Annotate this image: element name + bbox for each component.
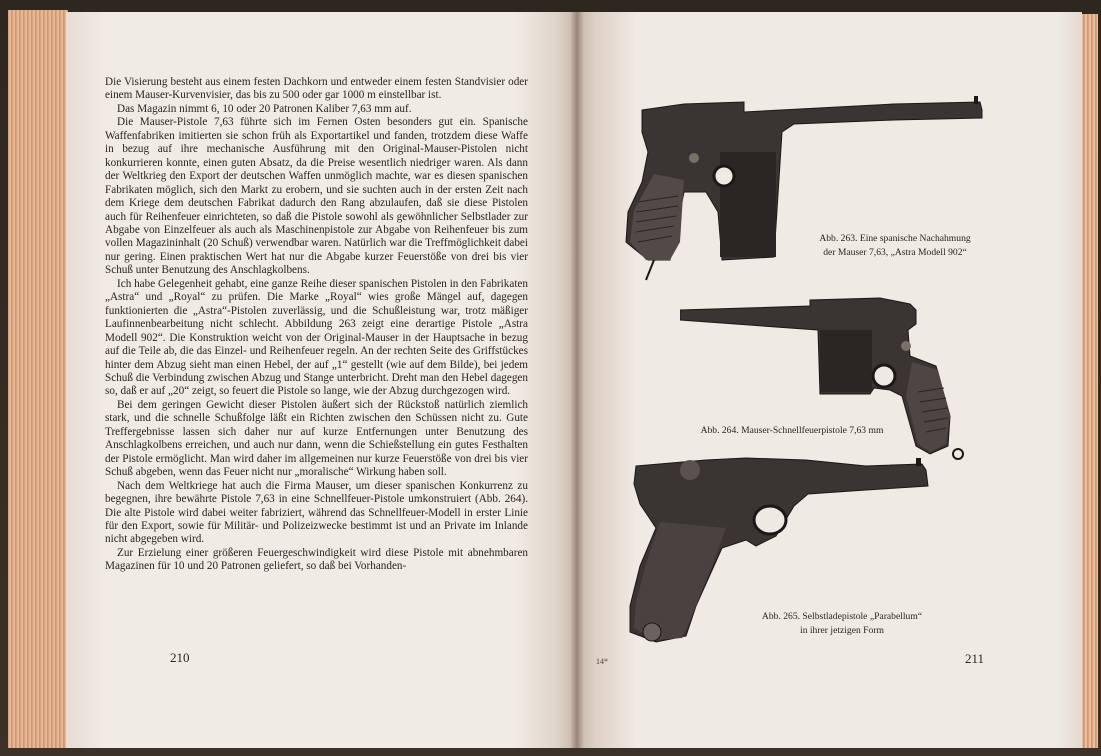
book-gutter xyxy=(570,12,584,748)
page-number-left: 210 xyxy=(170,650,190,665)
page-edges-left xyxy=(8,10,68,748)
figure-264-caption xyxy=(692,424,892,438)
caption-line: Abb. 265. Selbstladepistole „Parabellum“ xyxy=(761,611,923,622)
figure-265-caption xyxy=(752,610,932,638)
paragraph: Nach dem Weltkriege hat auch die Firma Mauser, um dieser spanischen Konkurrenz zu begegnen, ihre bewährte Pistole 7,63 in eine Schnellfeuer-Pistole umkonstruiert (Abb. 264). Die alte Pistole wird dabei weiter fabriziert, während das Schnellfeuer-Modell in erster Linie für den Export, sowie für Militär- und Polizeizwecke bestimmt ist und an Private im Inlande nicht abgegeben wird. xyxy=(105,479,528,546)
caption-line: Abb. 263. Eine spanische Nachahmung xyxy=(819,233,971,244)
caption-line: der Mauser 7,63, „Astra Modell 902“ xyxy=(823,247,967,258)
signature-mark: 14* xyxy=(596,657,608,666)
left-page-body xyxy=(105,76,528,574)
figure-263-caption xyxy=(810,232,980,260)
paragraph: Die Visierung besteht aus einem festen Dachkorn und entweder einem festen Standvisier oder einem Mauser-Kurvenvisier, das bis zu 500 oder gar 1000 m einstellbar ist. xyxy=(105,76,528,102)
caption-line: Abb. 264. Mauser-Schnellfeuerpistole 7,63 mm xyxy=(700,425,884,436)
paragraph: Die Mauser-Pistole 7,63 führte sich im Fernen Osten besonders gut ein. Spanische Waffenfabriken imitierten sie schon früh als Exportartikel und fanden, trotzdem diese Waffe in bezug auf ihre mechanische Ausführung mit den Original-Mauser-Pistolen nicht konkurrieren konnte, einen guten Absatz, da die Preise wesentlich niedriger waren. Als dann der Weltkrieg den Export der deutschen Waffen unmöglich machte, war es diesen spanischen Fabrikaten möglich, sich den Markt zu erobern, und sie suchten auch in der ersten Zeit nach dem Kriege dem deutschen Fabrikat dadurch den Rang abzulaufen, daß sie diese Pistolen auch für Reihenfeuer einrichteten, so daß die Pistole sowohl als gewöhnlicher Selbstlader zur Abgabe von Einzelfeuer als auch als Maschinenpistole zur Abgabe von Reihenfeuer bis zum vollen Magazininhalt (20 Schuß) verwendbar waren. Natürlich war die Treffmöglichkeit dabei nur gering. Einen praktischen Wert hat nur die Abgabe kurzer Feuerstöße von drei bis vier Schuß unter Benutzung des Anschlagkolbens. xyxy=(105,116,528,277)
paragraph: Ich habe Gelegenheit gehabt, eine ganze Reihe dieser spanischen Pistolen in den Fabrikaten „Astra“ und „Royal“ zu prüfen. Die Marke „Royal“ wies große Mängel auf, dagegen funktionierten die „Astra“-Pistolen zuverlässig, und die Schußleistung war, trotz mäßiger Laufinnenbearbeitung nicht schlecht. Abbildung 263 zeigt eine derartige Pistole „Astra Modell 902“. Die Konstruktion weicht von der Original-Mauser in der Hauptsache in bezug auf die Teile ab, die das Einzel- und Reihenfeuer regeln. An der rechten Seite des Griffstückes hinter dem Abzug sieht man einen Hebel, der auf „1“ gestellt (wie auf dem Bilde), bei jedem Schuß die Verbindung zwischen Abzug und Stange unterbricht. Dreht man den Hebel dagegen so, daß er auf „20“ zeigt, so feuert die Pistole so lange, wie der Abzug durchgezogen wird. xyxy=(105,277,528,398)
paragraph: Bei dem geringen Gewicht dieser Pistolen äußert sich der Rückstoß natürlich ziemlich stark, und die schnelle Schußfolge läßt ein Richten zwischen den Schüssen nicht zu. Gute Treffergebnisse lassen sich daher nur auf kurze Entfernungen unter Benutzung des Anschlagkolbens erreichen, und auch nur dann, wenn die Schießstellung ein gutes Festhalten der Pistole ermöglicht. Man wird daher im allgemeinen nur kurze Feuerstöße von drei bis vier Schuß abgeben, wenn das Feuer nicht nur „moralische“ Wirkung haben soll. xyxy=(105,398,528,479)
page-number-right: 211 xyxy=(965,651,985,666)
caption-line: in ihrer jetzigen Form xyxy=(800,625,884,636)
paragraph: Zur Erzielung einer größeren Feuergeschwindigkeit wird diese Pistole mit abnehmbaren Magazinen für 10 und 20 Patronen geliefert, so daß bei Vorhanden- xyxy=(105,546,528,573)
paragraph: Das Magazin nimmt 6, 10 oder 20 Patronen Kaliber 7,63 mm auf. xyxy=(117,102,412,115)
page-edges-right xyxy=(1080,14,1098,748)
